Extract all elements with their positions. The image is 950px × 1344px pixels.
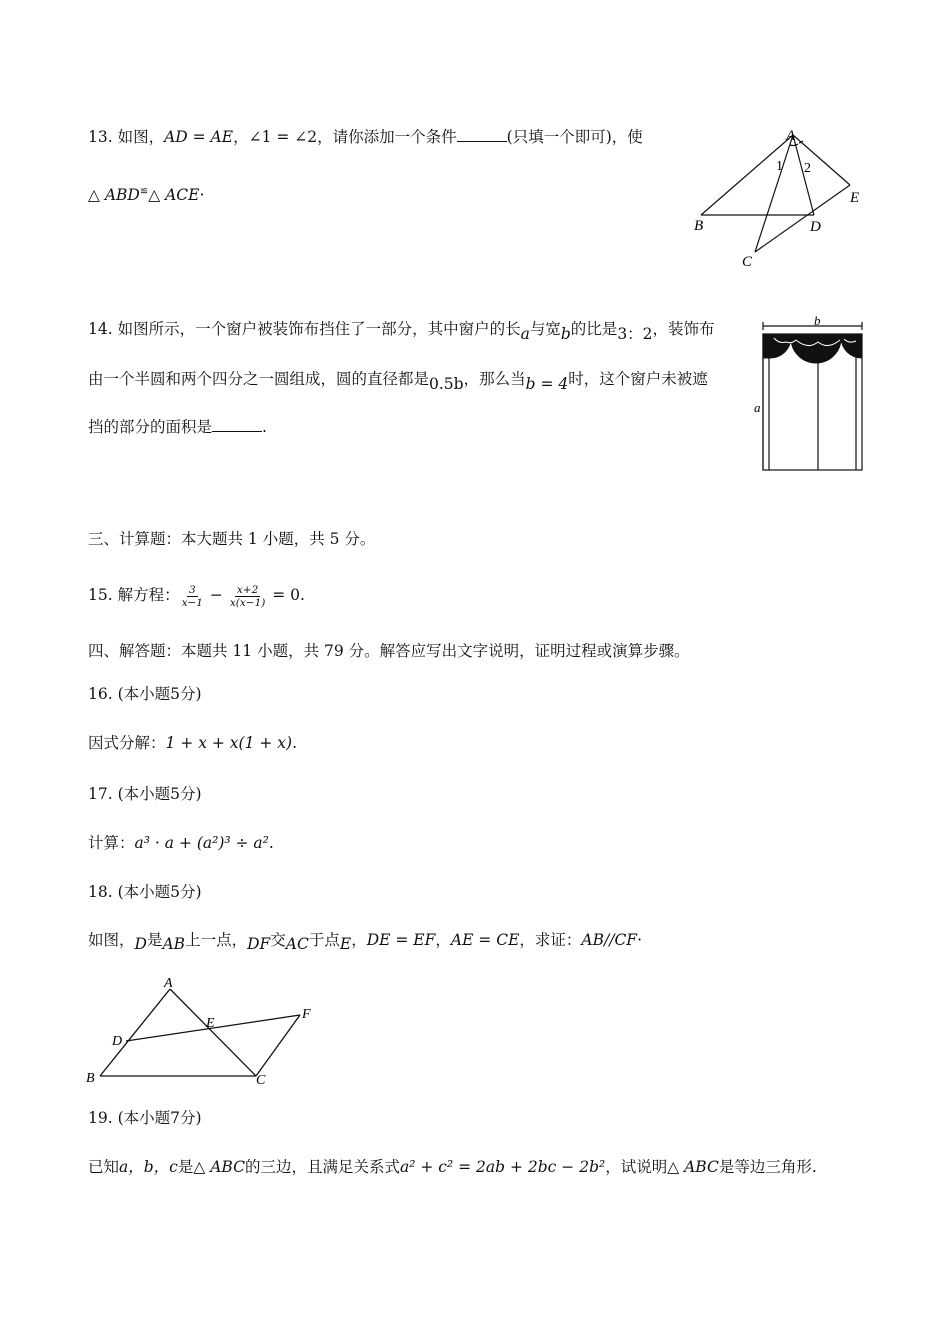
q18-eq1: DE = EF [366,931,436,949]
q17-body [88,832,274,854]
q18-goal: AB//CF [581,931,638,949]
q13-after: ，使 [611,128,643,146]
section-3-heading: 三、计算题：本大题共 1 小题，共 5 分。 [88,530,376,548]
q14-text-h: 挡的部分的面积是 [88,418,213,436]
q18-head: 18. (本小题5分) [88,883,202,901]
q14-window-figure [748,316,868,474]
q18-label-E: E [206,1016,215,1031]
q18-t2: 是 [146,931,163,949]
q15-minus: − [204,586,228,604]
q14-var-a: a [520,325,530,343]
q13-cond1: AD = AE [164,128,234,146]
q15-rhs: = 0. [267,586,305,604]
q13-label-D: D [810,219,821,235]
q14-ratio: 3：2 [617,325,653,343]
q17-prefix: 计算： [88,834,135,852]
q13-line-1 [88,126,643,148]
q19-vars: a，b，c [119,1158,178,1176]
q18-t5: 于点 [308,931,340,949]
q15-f1-numerator: 3 [188,583,196,596]
q13-label-C: C [742,254,753,270]
q15-f2-denominator: x(x−1) [229,596,266,609]
q13-answer-blank[interactable] [457,127,507,142]
q18-AC: AC [285,935,309,953]
q14-text-f: ，那么当 [463,370,526,388]
q14-var-b: b [560,325,571,343]
q13-label-A: A [786,128,796,144]
q18-t3: 上一点， [185,931,248,949]
q17-expression: a³ · a + (a²)³ ÷ a² [134,834,269,852]
q13-label-E: E [850,190,860,206]
q13-end: · [199,186,205,205]
q13-label-B: B [694,218,704,234]
q13-concl-left: △ ABD [88,186,140,205]
q18-label-C: C [256,1073,266,1088]
q13-label-1: 1 [776,159,783,174]
q13-figure [690,122,870,272]
q14-text-c: 的比是 [570,320,618,338]
q18-t6: ， [351,931,367,949]
q19-t4: ，试说明 [605,1158,668,1176]
q14-text-b: 与宽 [529,320,561,338]
q13-label-2: 2 [804,161,811,176]
q13-congruent-sign: ≌ [139,186,149,197]
q19-t2: 是 [177,1158,194,1176]
q18-t7: ， [435,931,451,949]
q19-equation: a² + c² = 2ab + 2bc − 2b² [400,1158,606,1176]
q19-t1: 已知 [88,1158,120,1176]
q18-body [88,929,642,951]
q14-text-i: . [262,418,267,436]
q18-DF: DF [247,935,271,953]
q14-text-g: 时，这个窗户未被遮 [568,370,708,388]
q14-label-a: a [754,400,761,415]
q18-t8: ，求证： [519,931,582,949]
q14-text-a: 14. 如图所示，一个窗户被装饰布挡住了一部分，其中窗户的长 [88,320,521,338]
q14-text-d: ，装饰布 [652,320,715,338]
q19-triangle-2: △ ABC [667,1158,719,1176]
q13-number: 13. 如图， [88,128,165,146]
q19-head: 19. (本小题7分) [88,1109,202,1127]
q13-line-2 [88,181,204,206]
q19-t3: 的三边，且满足关系式 [244,1158,400,1176]
q19-body [88,1156,817,1178]
q15-fraction-1 [180,584,205,609]
q18-D: D [134,935,147,953]
q14-answer-blank[interactable] [212,417,262,432]
q14-label-b: b [814,316,821,328]
q18-t1: 如图， [88,931,135,949]
q18-figure [82,972,332,1088]
q16-head: 16. (本小题5分) [88,685,202,703]
q13-concl-right: △ ACE [148,186,200,205]
q15-f2-numerator: x+2 [236,583,259,596]
q14-line-1 [88,318,715,343]
q18-label-F: F [302,1007,311,1022]
q15-fraction-2 [228,584,268,609]
q17-head: 17. (本小题5分) [88,785,202,803]
q15-line [88,580,305,610]
q18-E: E [339,935,352,953]
q19-t5: 是等边三角形. [718,1158,817,1176]
q18-label-B: B [86,1071,95,1086]
q17-end: . [268,834,274,852]
q19-triangle: △ ABC [193,1158,245,1176]
q18-label-D: D [112,1034,123,1049]
q13-ask: ，请你添加一个条件 [317,128,457,146]
q15-f1-denominator: x−1 [181,596,203,609]
q14-b-value: b = 4 [525,375,569,393]
q18-label-A: A [164,976,173,991]
q13-sep: ， [233,128,249,146]
q18-t9: · [637,931,643,949]
q14-line-2 [88,368,708,393]
q14-diameter: 0.5b [429,375,464,393]
q18-t4: 交 [270,931,286,949]
q16-body [88,732,297,754]
q16-end: . [292,734,298,752]
q14-line-3 [88,416,267,438]
q18-eq2: AE = CE [450,931,520,949]
q16-expression: 1 + x + x(1 + x) [165,734,293,752]
q18-AB: AB [162,935,186,953]
q13-cond2: ∠1 = ∠2 [248,128,318,146]
q15-prefix: 15. 解方程： [88,586,180,604]
q13-hint: (只填一个即可) [506,128,612,146]
q16-prefix: 因式分解： [88,734,166,752]
section-4-heading: 四、解答题：本题共 11 小题，共 79 分。解答应写出文字说明，证明过程或演算步骤。 [88,642,690,660]
q14-text-e: 由一个半圆和两个四分之一圆组成，圆的直径都是 [88,370,430,388]
